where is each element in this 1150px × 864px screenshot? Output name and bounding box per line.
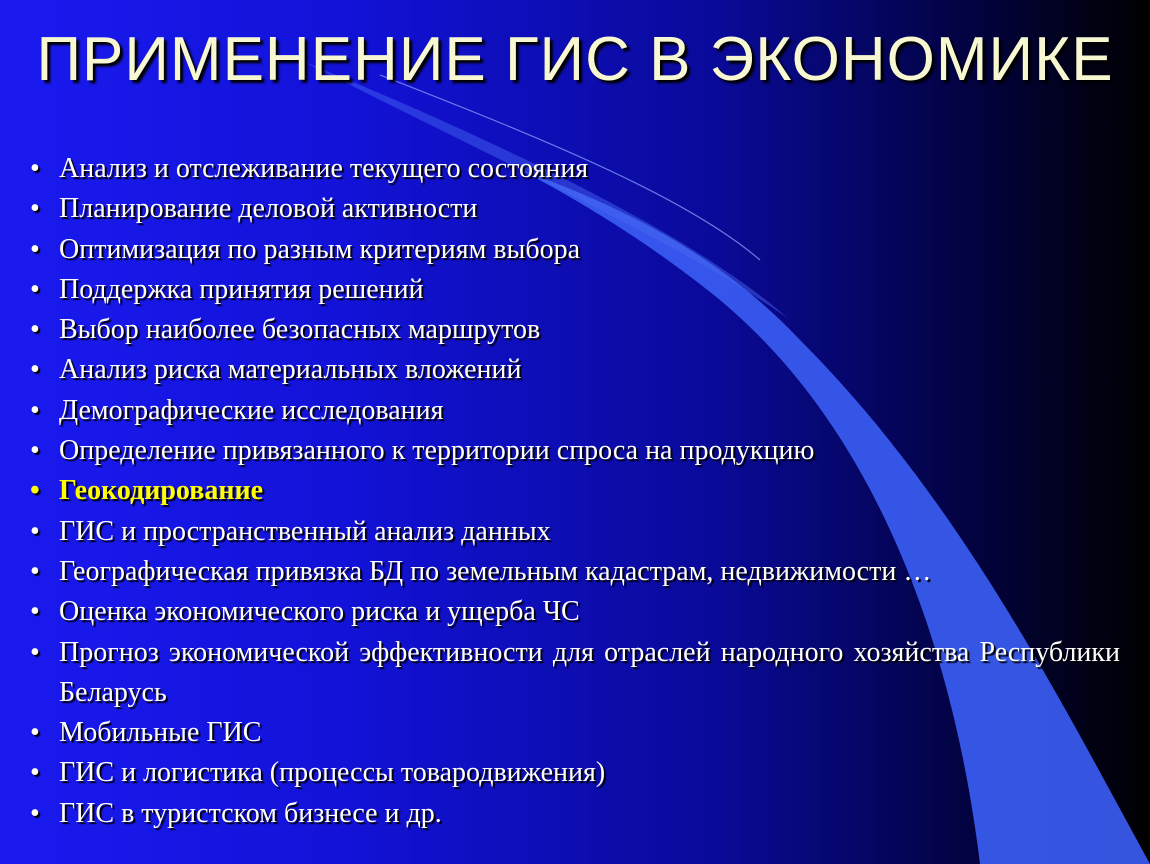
list-item	[30, 794, 1120, 834]
list-item	[30, 552, 1120, 592]
list-item-text: ГИС и логистика (процессы товародвижения)	[59, 757, 606, 789]
list-item	[30, 633, 1120, 714]
list-item	[30, 350, 1120, 390]
list-item-text: Поддержка принятия решений	[59, 273, 424, 305]
bullet-icon: •	[30, 233, 40, 265]
bullet-icon: •	[30, 153, 40, 184]
bullet-icon: •	[30, 636, 40, 668]
list-item-text: Мобильные ГИС	[59, 717, 262, 749]
list-item-text: Анализ риска материальных вложений	[59, 354, 522, 386]
bullet-icon: •	[30, 717, 40, 749]
list-item	[30, 592, 1120, 632]
bullet-icon: •	[30, 555, 40, 587]
bullet-icon: •	[30, 273, 40, 305]
bullet-icon: •	[30, 394, 40, 426]
list-item	[30, 230, 1120, 270]
list-item-text: Выбор наиболее безопасных маршрутов	[59, 314, 541, 346]
list-item-text: ГИС и пространственный анализ данных	[59, 515, 551, 547]
list-item	[30, 189, 1120, 229]
bullet-icon: •	[30, 757, 40, 789]
list-item-text: Демографические исследования	[59, 394, 444, 426]
bullet-icon: •	[30, 354, 40, 386]
bullet-icon: •	[30, 435, 40, 467]
list-item	[30, 270, 1120, 310]
list-item	[30, 149, 1120, 189]
bullet-icon: •	[30, 515, 40, 547]
list-item	[30, 512, 1120, 552]
list-item	[30, 391, 1120, 431]
list-item-text: ГИС в туристском бизнесе и др.	[59, 797, 442, 829]
bullet-icon: •	[30, 475, 40, 507]
list-item-highlighted	[30, 471, 1120, 511]
list-item-text: Геокодирование	[59, 475, 264, 507]
list-item-text: Географическая привязка БД по земельным кадастрам, недвижимости …	[59, 555, 932, 587]
slide-title: ПРИМЕНЕНИЕ ГИС В ЭКОНОМИКЕ	[36, 25, 1114, 94]
list-item	[30, 713, 1120, 753]
list-item	[30, 753, 1120, 793]
list-item-text: Анализ и отслеживание текущего состояния	[59, 153, 589, 184]
list-item	[30, 310, 1120, 350]
list-item-text: Определение привязанного к территории спроса на продукцию	[59, 435, 815, 467]
bullet-list	[30, 149, 1120, 834]
list-item-text: Планирование деловой активности	[59, 193, 478, 225]
list-item-text: Оценка экономического риска и ущерба ЧС	[59, 596, 580, 628]
list-item	[30, 431, 1120, 471]
list-item-text: Оптимизация по разным критериям выбора	[59, 233, 580, 265]
bullet-icon: •	[30, 797, 40, 829]
list-item-text: Прогноз экономической эффективности для отраслей народного хозяйства Республики Беларусь	[59, 636, 1120, 708]
bullet-icon: •	[30, 314, 40, 346]
bullet-icon: •	[30, 596, 40, 628]
bullet-icon: •	[30, 193, 40, 225]
